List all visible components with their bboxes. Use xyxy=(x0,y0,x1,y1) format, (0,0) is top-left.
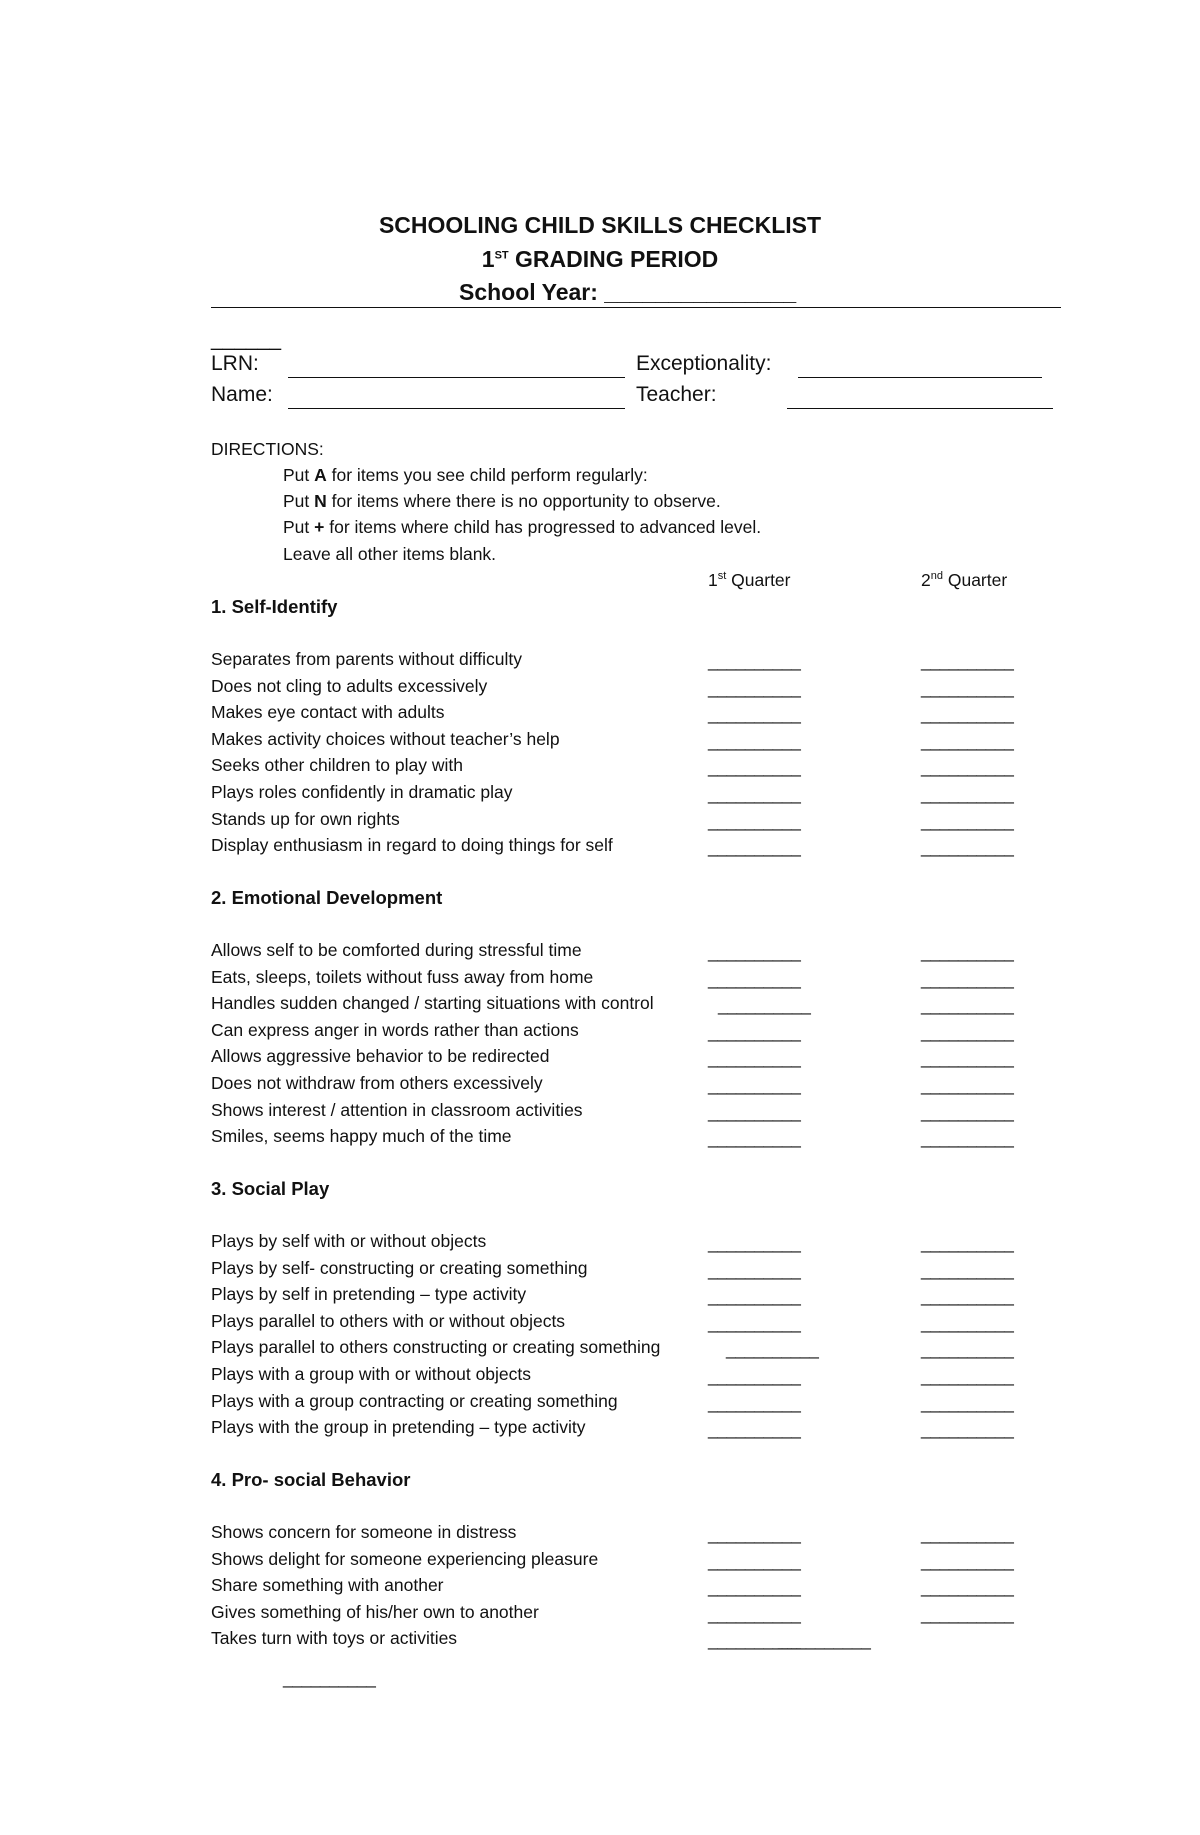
q1-blank[interactable]: __________ xyxy=(718,995,811,1016)
header-rule xyxy=(211,307,1061,308)
checklist-item-label: Plays by self- constructing or creating something xyxy=(211,1257,588,1278)
checklist-item-label: Plays parallel to others constructing or creating something xyxy=(211,1337,661,1358)
checklist-item-label: Plays with a group contracting or creating something xyxy=(211,1390,618,1411)
key-n: N xyxy=(314,491,327,511)
q1-blank[interactable]: __________ xyxy=(708,1075,801,1095)
checklist-item-label: Allows aggressive behavior to be redirected xyxy=(211,1046,550,1067)
checklist-item-label: Takes turn with toys or activities xyxy=(211,1628,458,1649)
section-heading: 3. Social Play xyxy=(211,1178,330,1199)
checklist-item-label: Seeks other children to play with xyxy=(211,755,463,776)
q2-header: 2nd Quarter xyxy=(921,570,1008,590)
teacher-field[interactable] xyxy=(787,408,1053,409)
section-heading: 4. Pro- social Behavior xyxy=(211,1469,411,1490)
key-plus: + xyxy=(314,517,325,537)
q1-blank[interactable]: __________ xyxy=(708,810,801,831)
checklist-item-label: Plays by self with or without objects xyxy=(211,1231,487,1251)
q2-blank[interactable]: __________ xyxy=(921,784,1014,804)
checklist-item-label: Plays parallel to others with or without objects xyxy=(211,1310,566,1331)
q2-blank[interactable]: __________ xyxy=(921,1048,1014,1069)
checklist-item-label: Plays with a group with or without objects xyxy=(211,1364,532,1384)
q1-blank[interactable]: __________ xyxy=(708,1550,801,1571)
grading-number: 1 xyxy=(481,246,495,272)
checklist-item-label: Allows self to be comforted during stressful time xyxy=(211,940,582,960)
q1-blank[interactable]: __________ xyxy=(708,677,801,698)
q2-blank[interactable]: __________ xyxy=(921,1419,1014,1440)
checklist-item-label: Handles sudden changed / starting situations with control xyxy=(211,993,654,1014)
q2-blank-wrapped[interactable]: __________ xyxy=(283,1668,376,1689)
q1-blank[interactable]: __________ xyxy=(708,1233,801,1253)
directions-heading: DIRECTIONS: xyxy=(211,439,324,459)
q2-blank[interactable]: __________ xyxy=(921,1524,1014,1544)
checklist-item-label: Eats, sleeps, toilets without fuss away from home xyxy=(211,966,594,987)
lrn-label: LRN: xyxy=(211,352,259,375)
q1-blank[interactable]: __________ xyxy=(708,1630,801,1651)
q2-blank[interactable]: __________ xyxy=(921,942,1014,962)
q2-blank[interactable]: __________ xyxy=(921,651,1014,671)
q2-blank[interactable]: __________ xyxy=(921,1577,1014,1598)
q1-blank[interactable]: __________ xyxy=(708,1101,801,1122)
q2-blank[interactable]: __________ xyxy=(921,730,1014,751)
checklist-item-label: Can express anger in words rather than actions xyxy=(211,1019,579,1040)
stray-blank: ______ xyxy=(211,328,282,351)
name-label: Name: xyxy=(211,383,273,406)
q1-blank[interactable]: __________ xyxy=(708,1048,801,1069)
q2-blank[interactable]: __________ xyxy=(921,1075,1014,1095)
q1-blank[interactable]: __________ xyxy=(708,1259,801,1280)
q2-blank[interactable]: __________ xyxy=(921,677,1014,698)
q1-blank[interactable]: __________ xyxy=(708,704,801,725)
q1-blank[interactable]: __________ xyxy=(708,1524,801,1544)
checklist-item-label: Display enthusiasm in regard to doing things for self xyxy=(211,835,613,856)
q2-blank[interactable]: __________ xyxy=(921,1550,1014,1571)
checklist-item-label: Stands up for own rights xyxy=(211,808,400,829)
checklist-item-label: Plays by self in pretending – type activity xyxy=(211,1284,527,1305)
q1-blank[interactable]: __________ xyxy=(708,1128,801,1149)
q2-blank[interactable]: __________ xyxy=(921,1233,1014,1253)
section-heading: 2. Emotional Development xyxy=(211,887,443,908)
checklist-item-label: Shows delight for someone experiencing pleasure xyxy=(211,1548,599,1569)
q1-blank[interactable]: __________ xyxy=(708,1392,801,1413)
q1-blank[interactable]: __________ xyxy=(708,757,801,778)
section-heading: 1. Self-Identify xyxy=(211,596,338,617)
q1-blank[interactable]: __________ xyxy=(708,1603,801,1624)
q1-blank[interactable]: __________ xyxy=(708,651,801,671)
q1-blank[interactable]: __________ xyxy=(708,1312,801,1333)
q2-blank[interactable]: __________ xyxy=(921,968,1014,989)
q2-blank[interactable]: __________ xyxy=(921,1286,1014,1307)
q2-blank[interactable]: __________ xyxy=(778,1630,871,1651)
checklist-item-label: Shows interest / attention in classroom activities xyxy=(211,1099,583,1120)
checklist-item-label: Does not cling to adults excessively xyxy=(211,675,488,696)
exceptionality-label: Exceptionality: xyxy=(636,352,772,375)
q2-blank[interactable]: __________ xyxy=(921,1366,1014,1386)
q2-blank[interactable]: __________ xyxy=(921,1021,1014,1042)
q2-blank[interactable]: __________ xyxy=(921,1339,1014,1360)
direction-line-plus: Put + for items where child has progressed to advanced level. xyxy=(283,517,762,537)
q1-blank[interactable]: __________ xyxy=(708,837,801,858)
checklist-item-label: Makes eye contact with adults xyxy=(211,702,445,723)
q1-blank[interactable]: __________ xyxy=(708,1419,801,1440)
teacher-label: Teacher: xyxy=(636,383,717,406)
q2-blank[interactable]: __________ xyxy=(921,1312,1014,1333)
checklist-item-label: Makes activity choices without teacher’s help xyxy=(211,728,560,749)
q1-blank[interactable]: __________ xyxy=(708,968,801,989)
q2-blank[interactable]: __________ xyxy=(921,995,1014,1016)
checklist-item-label: Share something with another xyxy=(211,1575,444,1596)
q2-blank[interactable]: __________ xyxy=(921,837,1014,858)
q2-blank[interactable]: __________ xyxy=(921,1101,1014,1122)
q1-blank[interactable]: __________ xyxy=(708,1366,801,1386)
q2-blank[interactable]: __________ xyxy=(921,810,1014,831)
q1-blank[interactable]: __________ xyxy=(708,1577,801,1598)
checklist-item-label: Plays roles confidently in dramatic play xyxy=(211,782,513,802)
key-a: A xyxy=(314,465,327,485)
checklist-item-label: Smiles, seems happy much of the time xyxy=(211,1126,512,1147)
q1-blank[interactable]: __________ xyxy=(708,1021,801,1042)
q2-blank[interactable]: __________ xyxy=(921,1603,1014,1624)
checklist-item-label: Gives something of his/her own to another xyxy=(211,1601,539,1622)
checklist-item-label: Separates from parents without difficulty xyxy=(211,649,522,669)
q1-header: 1st Quarter xyxy=(708,570,791,590)
document-title: SCHOOLING CHILD SKILLS CHECKLIST xyxy=(378,212,822,238)
q2-blank[interactable]: __________ xyxy=(921,1259,1014,1280)
direction-line-blank: Leave all other items blank. xyxy=(283,544,497,564)
name-field[interactable] xyxy=(288,408,625,409)
grading-period-text: GRADING PERIOD xyxy=(515,246,719,272)
q1-blank[interactable]: __________ xyxy=(726,1339,819,1360)
q1-blank[interactable]: __________ xyxy=(708,1286,801,1307)
grading-superscript: ST xyxy=(494,249,509,262)
q1-blank[interactable]: __________ xyxy=(708,942,801,962)
q2-blank[interactable]: __________ xyxy=(921,1128,1014,1149)
checklist-item-label: Plays with the group in pretending – type activity xyxy=(211,1417,586,1438)
q2-blank[interactable]: __________ xyxy=(921,704,1014,725)
exceptionality-field[interactable] xyxy=(798,377,1042,378)
direction-line-n: Put N for items where there is no opportunity to observe. xyxy=(283,491,721,511)
lrn-field[interactable] xyxy=(288,377,625,378)
checklist-item-label: Does not withdraw from others excessively xyxy=(211,1073,543,1093)
q1-blank[interactable]: __________ xyxy=(708,730,801,751)
direction-line-a: Put A for items you see child perform regularly: xyxy=(283,465,648,485)
q1-blank[interactable]: __________ xyxy=(708,784,801,804)
grading-period-title xyxy=(0,246,1200,273)
q2-blank[interactable]: __________ xyxy=(921,757,1014,778)
checklist-item-label: Shows concern for someone in distress xyxy=(211,1522,517,1542)
q2-blank[interactable]: __________ xyxy=(921,1392,1014,1413)
school-year-label: School Year: _______________ xyxy=(459,279,797,305)
